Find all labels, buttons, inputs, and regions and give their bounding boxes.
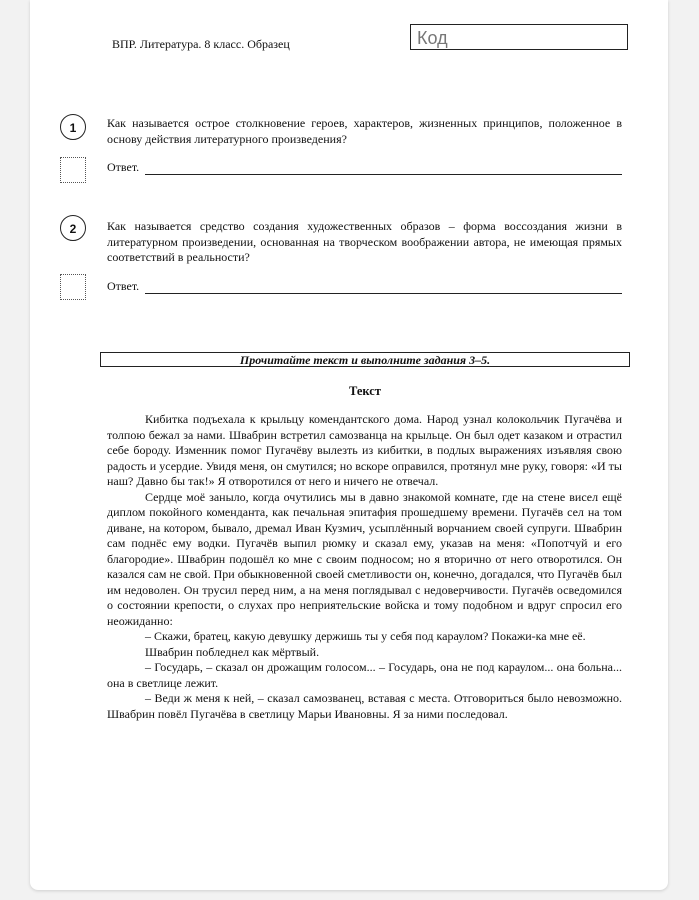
question-1-answer-label: Ответ. [107,160,140,174]
passage-paragraph: – Скажи, братец, какую девушку держишь ты у себя под караулом? Покажи-ка мне её. [145,629,586,643]
question-2-answer-label: Ответ. [107,279,140,293]
text-title: Текст [349,384,381,398]
question-1-answer-line[interactable] [145,162,622,175]
passage-paragraph: – Государь, – сказал он дрожащим голосом... – Государь, она не под караулом... она больна... она в светлице лежит. [107,660,622,690]
question-1-answer-row [107,160,622,175]
question-1-number: 1 [60,114,86,140]
passage-paragraph: – Веди ж меня к ней, – сказал самозванец, вставая с места. Отговориться было невозможно. Швабрин повёл Пугачёва в светлицу Марьи Ивановны. Я за ними последовал. [107,691,622,721]
passage-paragraph: Кибитка подъехала к крыльцу комендантского дома. Народ узнал колокольчик Пугачёва и толпою бежал за нами. Швабрин встретил самозванца на крыльце. Он был одет казаком и отрастил себе бороду. Изменник помог Пугачёву вылезть из кибитки, в подлых выражениях изъявляя свою радость и усердие. Увидя меня, он смутился; но вскоре оправился, протянул мне руку, говоря: «И ты наш? Давно бы так!» Я отворотился от него и ничего не отвечал. [107,412,622,488]
page-header-title: ВПР. Литература. 8 класс. Образец [112,37,290,51]
question-2-answer-line[interactable] [145,281,622,294]
question-2-text: Как называется средство создания художественных образов – форма воссоздания жизни в литературном произведении, основанная на творческом воображении автора, не имеющая прямых соответствий в реальности? [107,219,622,264]
passage-paragraph: Швабрин побледнел как мёртвый. [145,644,320,659]
question-2-number: 2 [60,215,86,241]
question-1-text: Как называется острое столкновение героев, характеров, жизненных принципов, положенное в основу действия литературного произведения? [107,116,622,146]
reading-passage [107,412,622,721]
question-2-score-box [60,274,86,300]
worksheet-page [30,0,668,890]
question-2-answer-row [107,279,622,294]
question-1-score-box [60,157,86,183]
passage-paragraph: Сердце моё заныло, когда очутились мы в давно знакомой комнате, где на стене висел ещё диплом покойного коменданта, как печальная эпитафия прошедшему времени. Пугачёв сел на том диване, на котором, бывало, дремал Иван Кузмич, усыплённый ворчанием своей супруги. Швабрин сам поднёс ему водки. Пугачёв выпил рюмку и сказал ему, указав на меня: «Попотчуй и его благородие». Швабрин подошёл ко мне с своим подносом; но я вторично от него отворотился. Он казался сам не свой. При обыкновенной своей сметливости он, конечно, догадался, что Пугачёв был им недоволен. Он трусил перед ним, а на меня поглядывал с недоверчивости. Пугачёв осведомился о состоянии крепости, о слухах про неприятельские войска и тому подобном и вдруг спросил его неожиданно: [107,489,622,628]
code-field[interactable]: Код [410,24,628,50]
instruction-banner: Прочитайте текст и выполните задания 3–5. [100,352,630,367]
